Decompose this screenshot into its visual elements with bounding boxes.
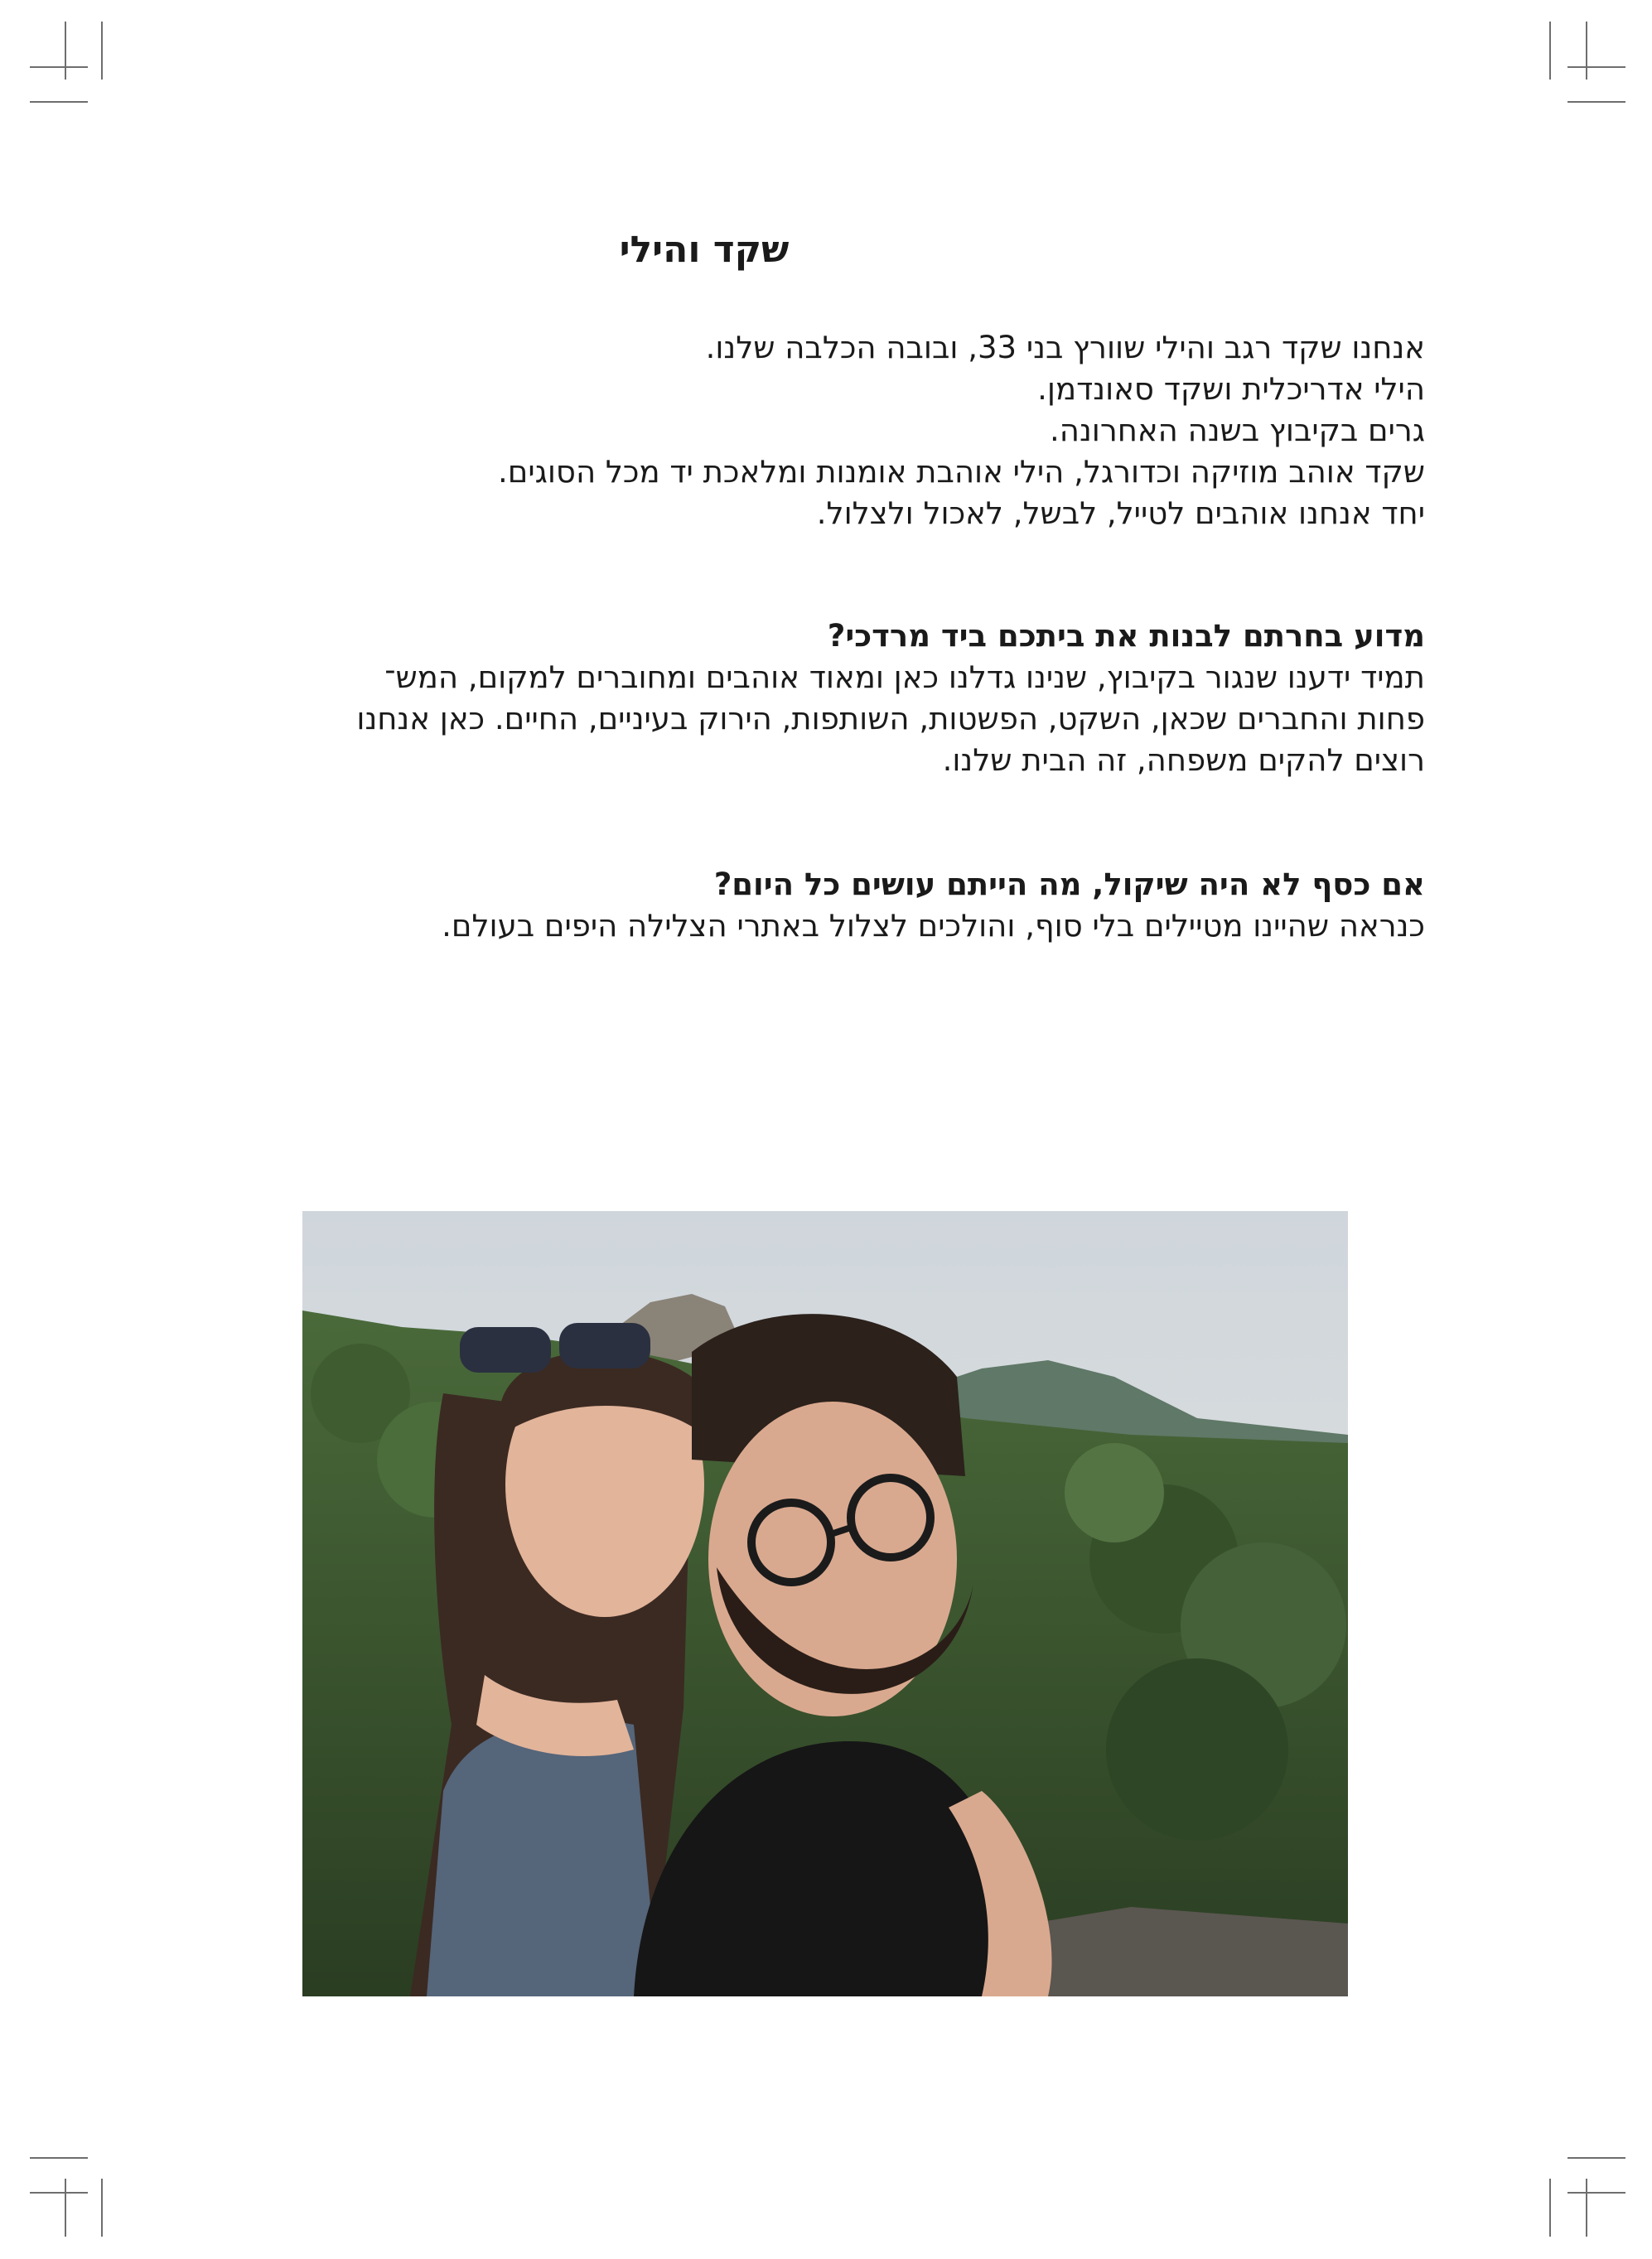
crop-mark	[30, 2192, 88, 2194]
crop-mark	[65, 2179, 66, 2237]
answer-line: כנראה שהיינו מטיילים בלי סוף, והולכים לצלול באתרי הצלילה היפים בעולם.	[442, 908, 1425, 944]
crop-mark	[1586, 22, 1587, 80]
intro-line: אנחנו שקד רגב והילי שוורץ בני 33, ובובה הכלבה שלנו.	[705, 330, 1425, 365]
crop-mark	[1586, 2179, 1587, 2237]
crop-mark	[30, 2157, 88, 2159]
crop-mark	[1567, 66, 1625, 68]
crop-mark	[1549, 22, 1551, 80]
intro-line: שקד אוהב מוזיקה וכדורגל, הילי אוהבת אומנות ומלאכת יד מכל הסוגים.	[498, 454, 1425, 490]
answer-line: פחות והחברים שכאן, השקט, הפשטות, השותפות, הירוק בעיניים, החיים. כאן אנחנו	[356, 701, 1425, 736]
crop-mark	[1567, 101, 1625, 103]
intro-line: הילי אדריכלית ושקד סאונדמן.	[1037, 371, 1425, 407]
crop-mark	[101, 22, 103, 80]
crop-mark	[1567, 2192, 1625, 2194]
answer-line: רוצים להקים משפחה, זה הבית שלנו.	[942, 742, 1425, 778]
intro-line: יחד אנחנו אוהבים לטייל, לבשל, לאכול ולצלול.	[816, 495, 1425, 531]
question-heading: מדוע בחרתם לבנות את ביתכם ביד מרדכי?	[827, 618, 1425, 654]
qa-section	[249, 864, 1425, 947]
qa-section	[249, 615, 1425, 781]
answer-line: תמיד ידענו שנגור בקיבוץ, שנינו גדלנו כאן ומאוד אוהבים ומחוברים למקום, המש־	[384, 659, 1425, 695]
crop-mark	[30, 101, 88, 103]
intro-line: גרים בקיבוץ בשנה האחרונה.	[1050, 413, 1425, 448]
page-title: שקד והילי	[619, 229, 790, 271]
couple-photo	[302, 1211, 1348, 1996]
intro-paragraph	[249, 327, 1425, 534]
crop-mark	[30, 66, 88, 68]
question-heading: אם כסף לא היה שיקול, מה הייתם עושים כל היום?	[713, 866, 1425, 902]
crop-mark	[1549, 2179, 1551, 2237]
crop-mark	[101, 2179, 103, 2237]
crop-mark	[65, 22, 66, 80]
crop-mark	[1567, 2157, 1625, 2159]
